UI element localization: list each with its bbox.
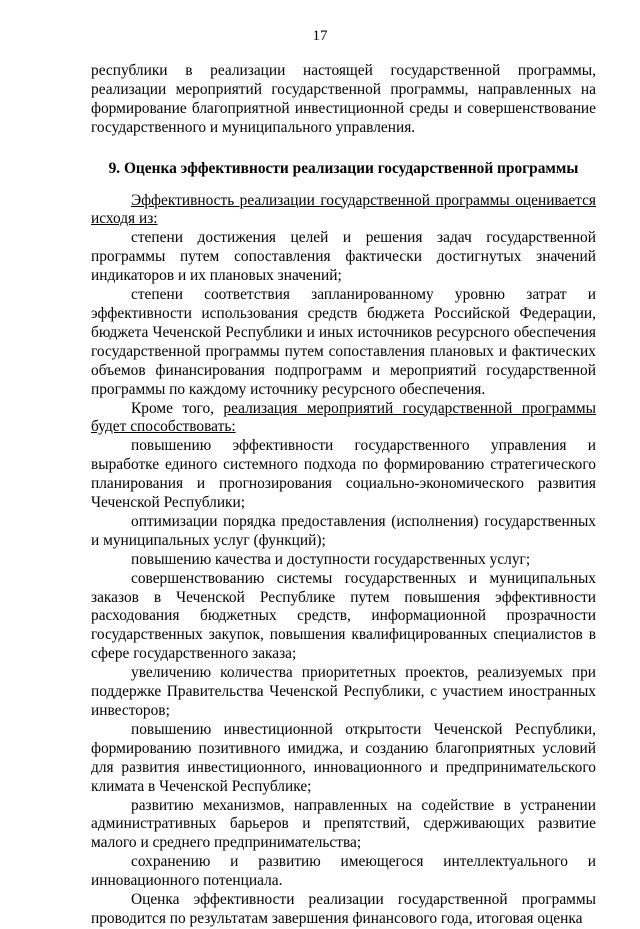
contribution-item: сохранению и развитию имеющегося интеллектуального и инновационного потенциала. bbox=[91, 853, 596, 890]
page-number: 17 bbox=[312, 28, 328, 44]
criterion-item: степени достижения целей и решения задач государственной программы путем сопоставления фактически достигнутых значений индикаторов и их плановых значений; bbox=[91, 229, 596, 285]
contribution-item: повышению эффективности государственного управления и выработке единого системного подхода по формированию стратегического планирования и прогнозирования социально-экономического развития Чеченской Республики; bbox=[91, 437, 596, 512]
contribution-item: повышению качества и доступности государственных услуг; bbox=[131, 550, 531, 568]
contribution-item: развитию механизмов, направленных на содействие в устранении административных барьеров и препятствий, сдерживающих развитие малого и среднего предпринимательства; bbox=[91, 796, 596, 852]
contribution-item: оптимизации порядка предоставления (исполнения) государственных и муниципальных услуг (функций); bbox=[91, 512, 596, 549]
section-heading: 9. Оценка эффективности реализации государственной программы bbox=[108, 159, 579, 177]
criterion-item: степени соответствия запланированному уровню затрат и эффективности использования средств бюджета Российской Федерации, бюджета Чеченской Республики и иных источников ресурсного обеспечения государственной программы путем сопоставления плановых и фактических объемов финансирования подпрограмм и мероприятий государственной программы по каждому источнику ресурсного обеспечения. bbox=[91, 286, 596, 398]
additionally-underlined: реализация мероприятий государственной программы будет способствовать: bbox=[91, 399, 597, 436]
contribution-item: совершенствованию системы государственных и муниципальных заказов в Чеченской Республике путем повышения эффективности расходования бюджетных средств, информационной прозрачности государственных закупок, повышения квалифицированных специалистов в сфере государственного заказа; bbox=[91, 569, 596, 663]
effectiveness-lead bbox=[91, 192, 596, 230]
intro-paragraph: республики в реализации настоящей государственной программы, реализации мероприятий государственной программы, направленных на формирование благоприятной инвестиционной среды и совершенствование государственного и муниципального управления. bbox=[91, 62, 596, 136]
additionally-prefix: Кроме того, bbox=[131, 399, 224, 417]
closing-paragraph: Оценка эффективности реализации государственной программы проводится по результатам завершения финансового года, итоговая оценка bbox=[91, 891, 596, 927]
additionally-paragraph bbox=[91, 400, 596, 438]
document-body bbox=[91, 62, 596, 929]
contribution-item: увеличению количества приоритетных проектов, реализуемых при поддержке Правительства Чеченской Республики, с участием иностранных инвесторов; bbox=[91, 664, 596, 719]
effectiveness-lead-text: Эффективность реализации государственной программы оценивается исходя из: bbox=[91, 191, 596, 228]
contribution-item: повышению инвестиционной открытости Чеченской Республики, формированию позитивного имиджа, и созданию благоприятных условий для развития инвестиционного, инновационного и предпринимательского климата в Чеченской Республике; bbox=[91, 720, 596, 795]
